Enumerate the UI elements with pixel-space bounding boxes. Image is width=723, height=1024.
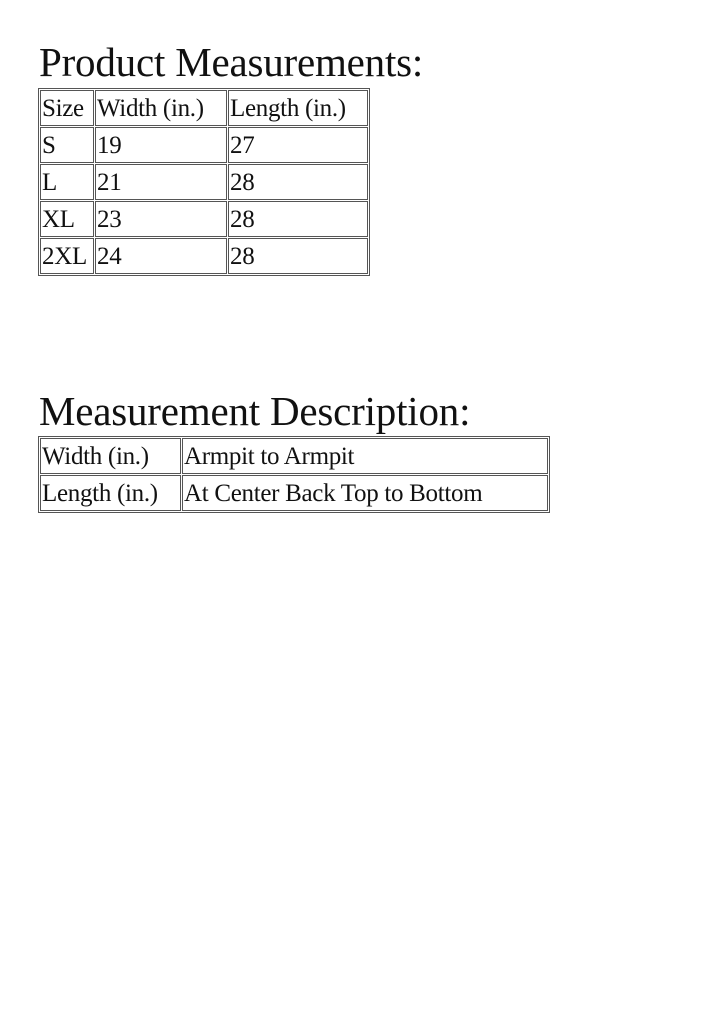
term-cell: Width (in.)	[40, 438, 181, 474]
definition-cell: At Center Back Top to Bottom	[182, 475, 548, 511]
width-cell: 19	[95, 127, 227, 163]
table-row	[40, 475, 548, 511]
width-cell: 21	[95, 164, 227, 200]
table-header-row	[40, 90, 368, 126]
width-cell: 24	[95, 238, 227, 274]
product-measurements-heading: Product Measurements:	[39, 39, 424, 85]
definition-cell: Armpit to Armpit	[182, 438, 548, 474]
table-row	[40, 201, 368, 237]
size-cell: 2XL	[40, 238, 94, 274]
length-cell: 28	[228, 238, 368, 274]
length-cell: 27	[228, 127, 368, 163]
size-cell: XL	[40, 201, 94, 237]
length-cell: 28	[228, 164, 368, 200]
measurement-description-heading: Measurement Description:	[39, 388, 471, 434]
length-cell: 28	[228, 201, 368, 237]
size-cell: S	[40, 127, 94, 163]
table-row	[40, 238, 368, 274]
column-header-size: Size	[40, 90, 94, 126]
size-cell: L	[40, 164, 94, 200]
table-row	[40, 164, 368, 200]
term-cell: Length (in.)	[40, 475, 181, 511]
column-header-width: Width (in.)	[95, 90, 227, 126]
product-measurements-table	[38, 88, 370, 276]
table-row	[40, 127, 368, 163]
width-cell: 23	[95, 201, 227, 237]
table-row	[40, 438, 548, 474]
measurement-description-table	[38, 436, 550, 513]
column-header-length: Length (in.)	[228, 90, 368, 126]
